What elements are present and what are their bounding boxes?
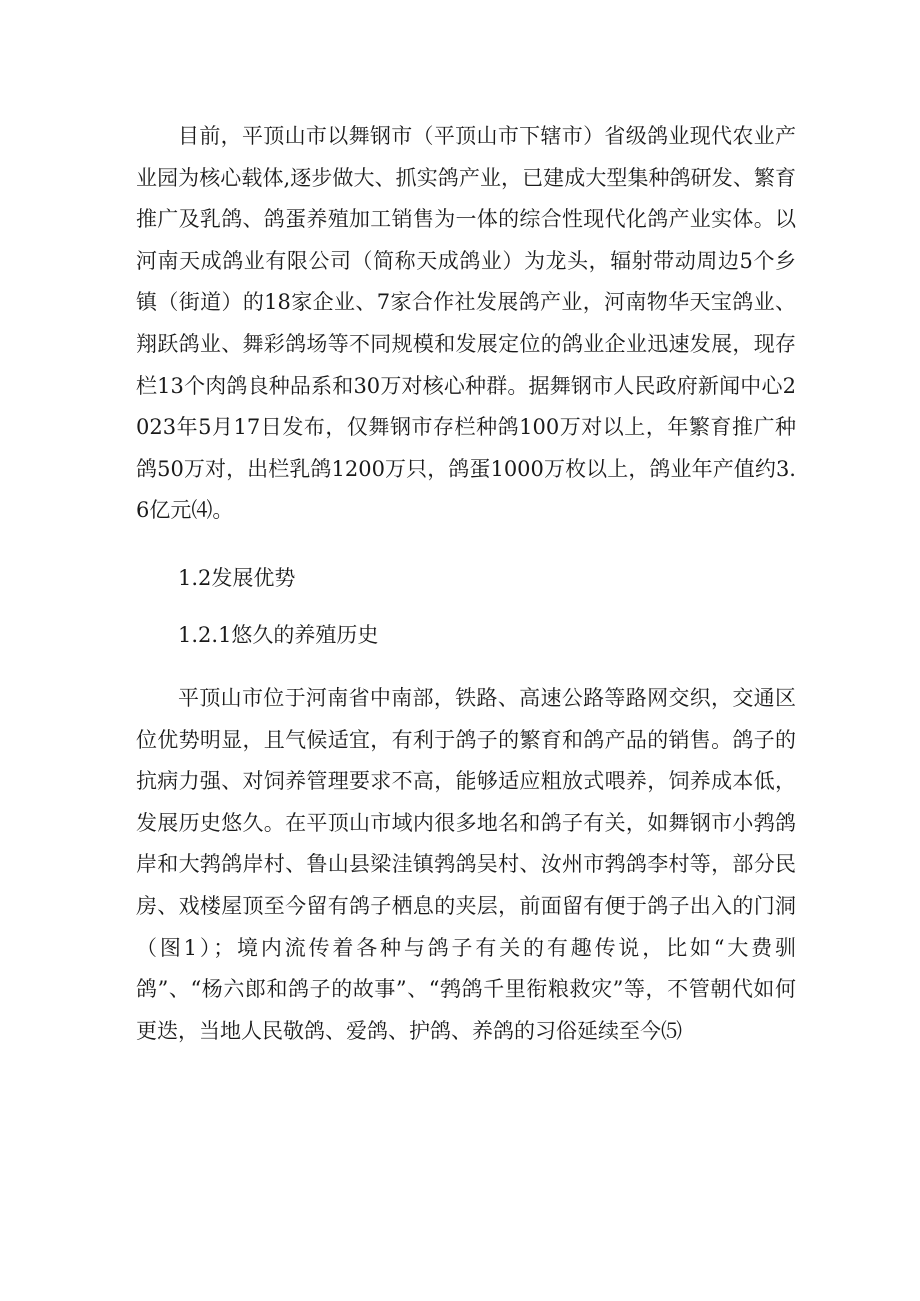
subsection-heading-1-2-1: 1.2.1悠久的养殖历史	[178, 623, 379, 647]
body-paragraph-2: 平顶山市位于河南省中南部，铁路、高速公路等路网交织，交通区位优势明显，且气候适宜，有利于鸽子的繁育和鸽产品的销售。鸽子的抗病力强、对饲养管理要求不高，能够适应粗放式喂养，饲养成本低，发展历史悠久。在平顶山市域内很多地名和鸽子有关，如舞钢市小鹁鸽岸和大鹁鸽岸村、鲁山县梁洼镇鹁鸽吴村、汝州市鹁鸽李村等，部分民房、戏楼屋顶至今留有鸽子栖息的夹层，前面留有便于鸽子出入的门洞（图1）；境内流传着各种与鸽子有关的有趣传说，比如“大费驯鸽”、“杨六郎和鸽子的故事”、“鹁鸽千里衔粮救灾”等，不管朝代如何更迭，当地人民敬鸽、爱鸽、护鸽、养鸽的习俗延续至今⑸	[136, 686, 796, 1043]
section-heading-1-2: 1.2发展优势	[178, 566, 296, 590]
body-paragraph-1: 目前，平顶山市以舞钢市（平顶山市下辖市）省级鸽业现代农业产业园为核心载体,逐步做大、抓实鸽产业，已建成大型集种鸽研发、繁育推广及乳鸽、鸽蛋养殖加工销售为一体的综合性现代化鸽产业实体。以河南天成鸽业有限公司（简称天成鸽业）为龙头，辐射带动周边5个乡镇（街道）的18家企业、7家合作社发展鸽产业，河南物华天宝鸽业、翔跃鸽业、舞彩鸽场等不同规模和发展定位的鸽业企业迅速发展，现存栏13个肉鸽良种品系和30万对核心种群。据舞钢市人民政府新闻中心2023年5月17日发布，仅舞钢市存栏种鸽100万对以上，年繁育推广种鸽50万对，出栏乳鸽1200万只，鸽蛋1000万枚以上，鸽业年产值约3.6亿元⑷。	[136, 124, 796, 523]
